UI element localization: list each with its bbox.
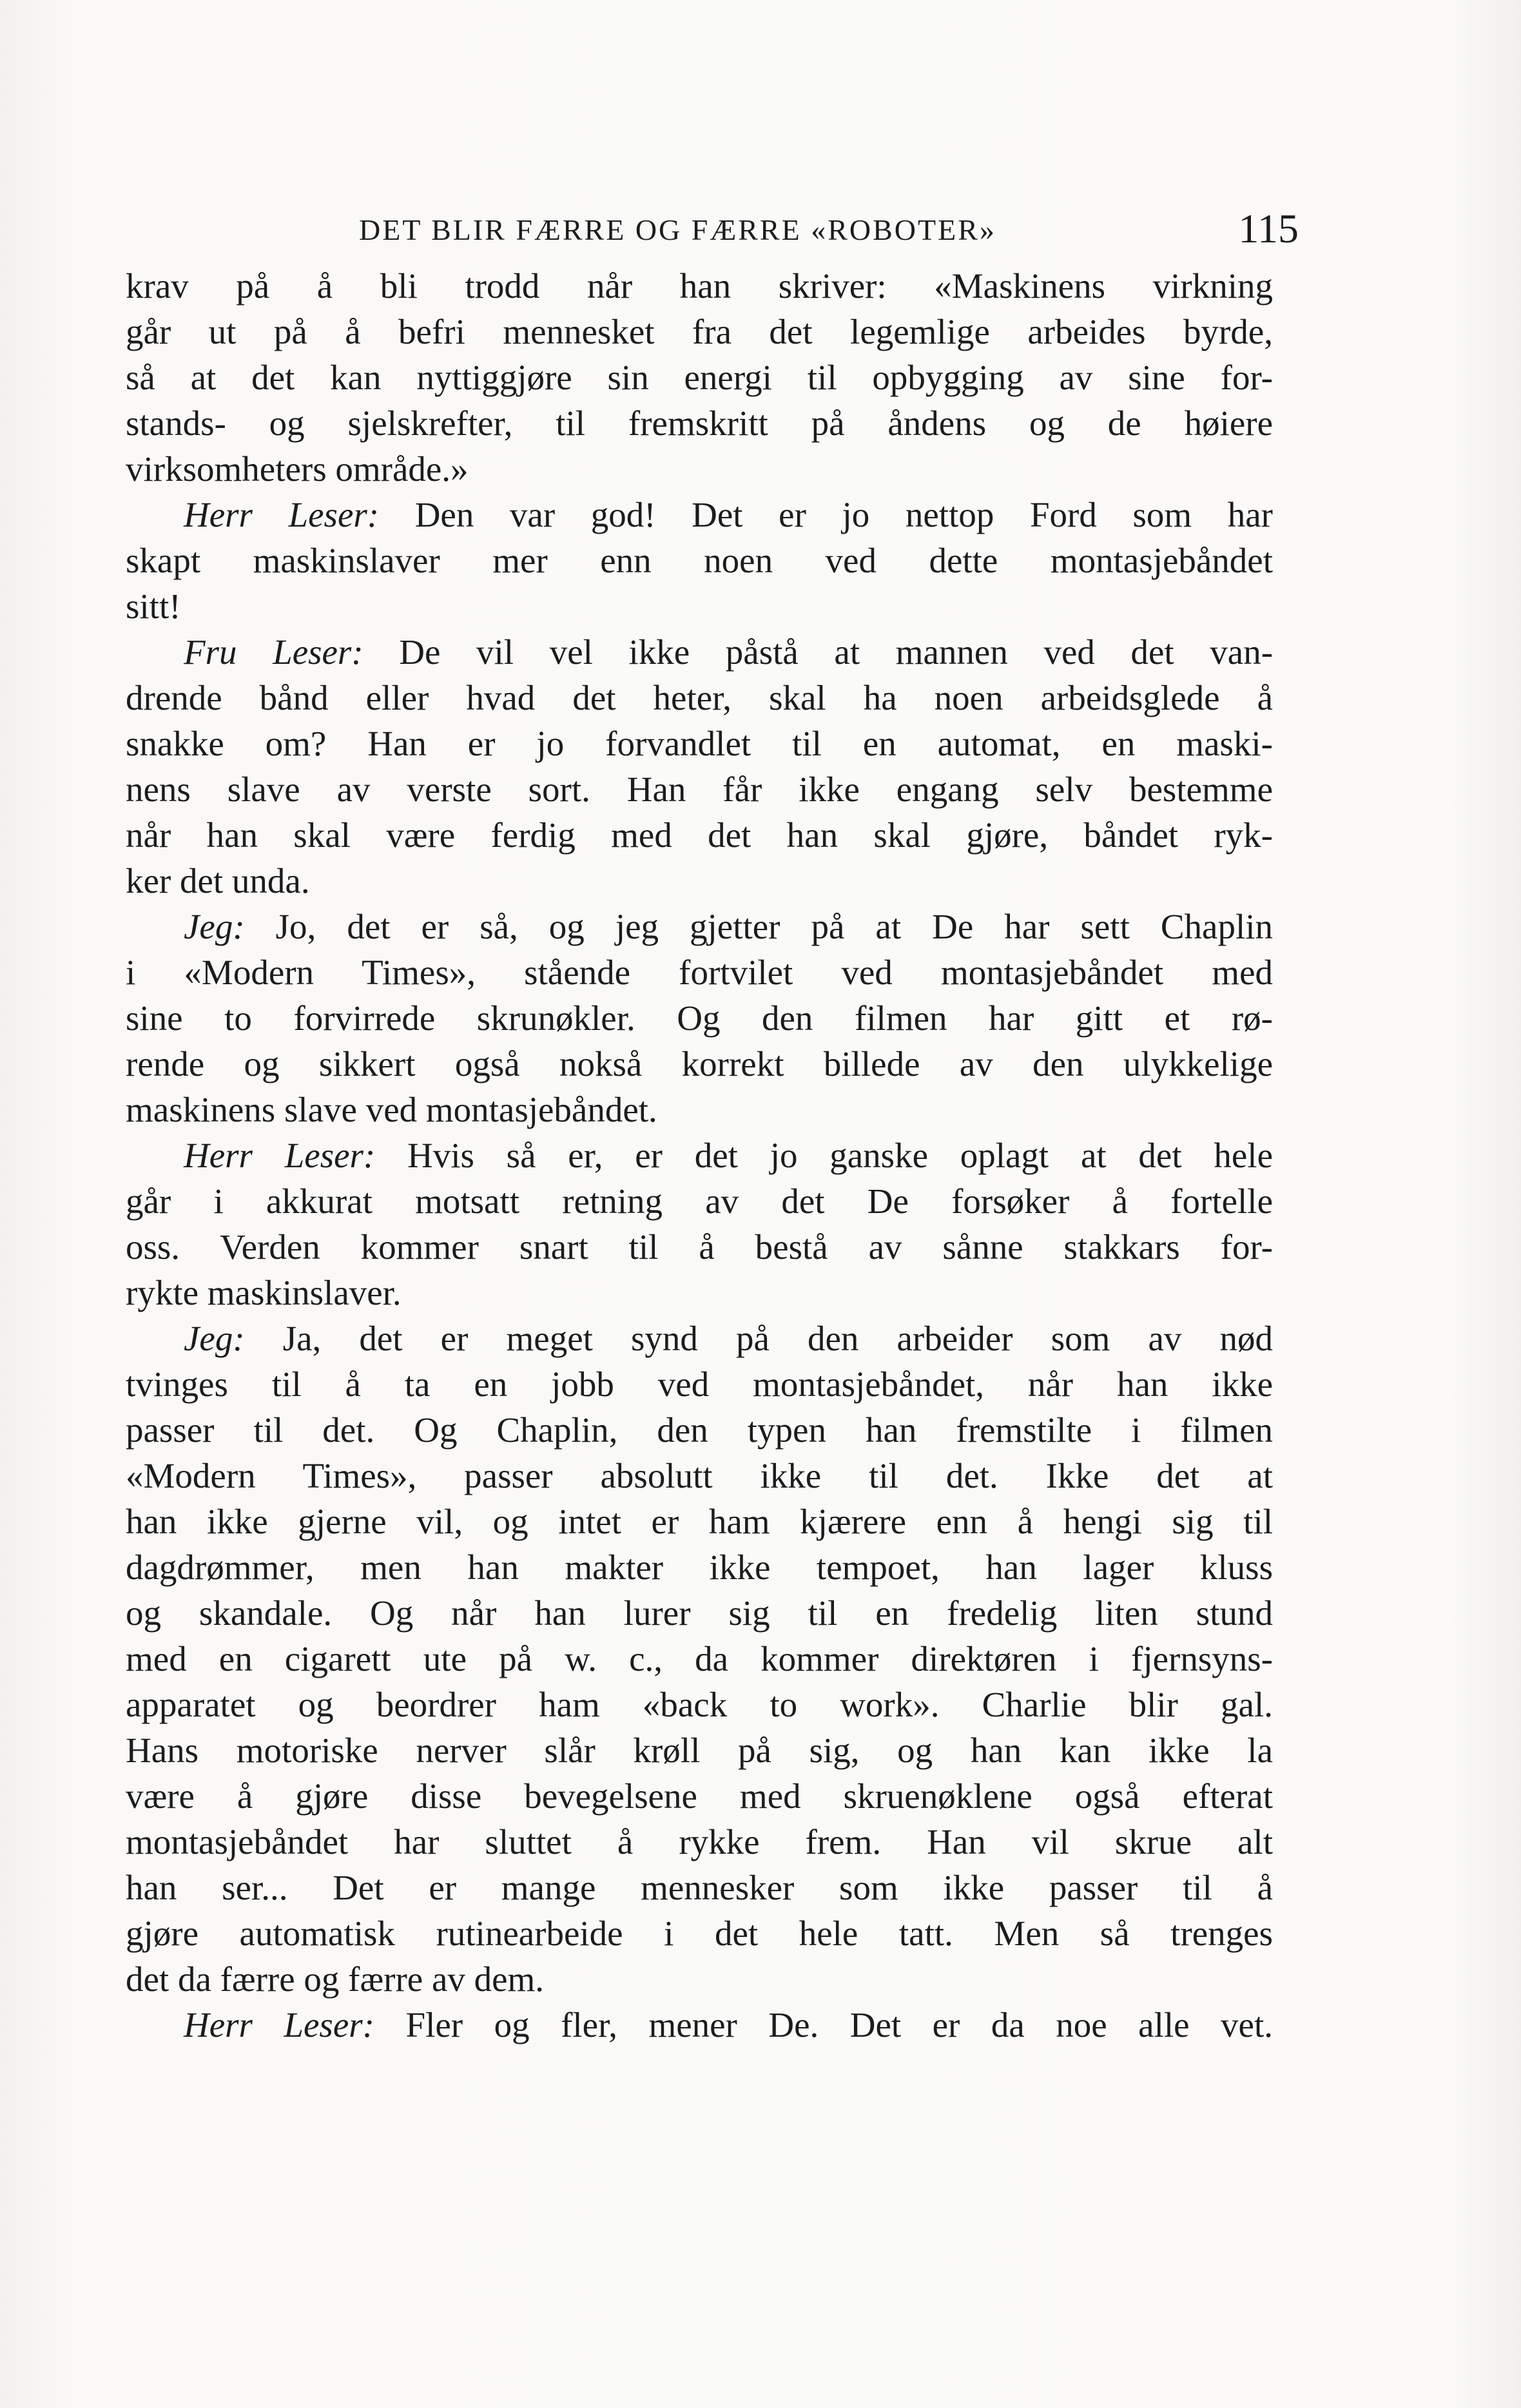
text-line <box>126 400 1273 446</box>
line-text: oss. Verden kommer snart til å bestå av sånne stakkars for- <box>126 1227 1273 1267</box>
text-line <box>126 583 1273 629</box>
line-text: Jo, det er så, og jeg gjetter på at De har sett Chaplin <box>275 907 1274 946</box>
text-line <box>126 309 1273 354</box>
text-line <box>126 263 1273 309</box>
text-line <box>126 1910 1273 1956</box>
text-line <box>126 1590 1273 1636</box>
line-text: apparatet og beordrer ham «back to work». Charlie blir gal. <box>126 1685 1273 1724</box>
line-text: går i akkurat motsatt retning av det De forsøker å fortelle <box>126 1181 1273 1221</box>
speaker-label: Fru Leser: <box>184 632 363 672</box>
line-text: Den var god! Det er jo nettop Ford som har <box>414 495 1273 534</box>
text-line <box>126 721 1273 766</box>
line-text: «Modern Times», passer absolutt ikke til det. Ikke det at <box>126 1456 1273 1495</box>
line-text: sitt! <box>126 587 181 626</box>
line-text: drende bånd eller hvad det heter, skal ha noen arbeidsglede å <box>126 678 1273 717</box>
line-text: ker det unda. <box>126 861 310 900</box>
speaker-label: Herr Leser: <box>184 2005 374 2044</box>
line-text: passer til det. Og Chaplin, den typen han fremstilte i filmen <box>126 1410 1273 1450</box>
line-text: virksomheters område.» <box>126 449 469 489</box>
line-text: Fler og fler, mener De. Det er da noe alle vet. <box>405 2005 1274 2044</box>
text-line <box>126 766 1273 812</box>
text-line <box>126 446 1273 492</box>
text-line <box>126 1499 1273 1544</box>
text-line <box>126 354 1273 400</box>
text-line <box>126 949 1273 995</box>
text-line <box>126 1636 1273 1682</box>
text-line <box>126 1453 1273 1499</box>
line-text: skapt maskinslaver mer enn noen ved dette montasjebåndet <box>126 541 1273 580</box>
dialogue-line <box>126 1132 1273 1178</box>
dialogue-line <box>126 904 1273 949</box>
page-header <box>126 205 1299 257</box>
speaker-label: Herr Leser: <box>184 495 380 534</box>
dialogue-line <box>126 1316 1273 1361</box>
dialogue-line <box>126 629 1273 675</box>
text-line <box>126 1178 1273 1224</box>
speaker-label: Jeg: <box>184 907 245 946</box>
line-text: De vil vel ikke påstå at mannen ved det van- <box>399 632 1274 672</box>
text-line <box>126 995 1273 1041</box>
speaker-label: Herr Leser: <box>184 1136 376 1175</box>
line-text: Ja, det er meget synd på den arbeider som av nød <box>282 1319 1273 1358</box>
text-line <box>126 1224 1273 1270</box>
speaker-label: Jeg: <box>184 1319 245 1358</box>
text-line <box>126 1682 1273 1727</box>
line-text: når han skal være ferdig med det han skal gjøre, båndet ryk- <box>126 815 1273 855</box>
line-text: det da færre og færre av dem. <box>126 1959 545 1999</box>
line-text: rende og sikkert også nokså korrekt billede av den ulykkelige <box>126 1044 1273 1083</box>
body-text <box>126 263 1273 2048</box>
line-text: snakke om? Han er jo forvandlet til en automat, en maski- <box>126 724 1273 763</box>
text-line <box>126 1407 1273 1453</box>
line-text: går ut på å befri mennesket fra det legemlige arbeides byrde, <box>126 312 1273 351</box>
dialogue-line <box>126 2002 1273 2048</box>
line-text: montasjebåndet har sluttet å rykke frem. Han vil skrue alt <box>126 1822 1273 1861</box>
text-line <box>126 1727 1273 1773</box>
text-line <box>126 1956 1273 2002</box>
text-line <box>126 1819 1273 1865</box>
text-line <box>126 1544 1273 1590</box>
text-line <box>126 675 1273 721</box>
line-text: maskinens slave ved montasjebåndet. <box>126 1090 657 1129</box>
dialogue-line <box>126 492 1273 538</box>
line-text: dagdrømmer, men han makter ikke tempoet, han lager kluss <box>126 1548 1273 1587</box>
line-text: stands- og sjelskrefter, til fremskritt på åndens og de høiere <box>126 403 1273 443</box>
text-line <box>126 858 1273 904</box>
line-text: krav på å bli trodd når han skriver: «Maskinens virkning <box>126 266 1273 306</box>
line-text: Hans motoriske nerver slår krøll på sig, og han kan ikke la <box>126 1731 1273 1770</box>
text-line <box>126 538 1273 583</box>
line-text: være å gjøre disse bevegelsene med skruenøklene også efterat <box>126 1776 1273 1816</box>
line-text: nens slave av verste sort. Han får ikke engang selv bestemme <box>126 770 1273 809</box>
running-head: DET BLIR FÆRRE OG FÆRRE «ROBOTER» <box>359 213 996 246</box>
line-text: han ser... Det er mange mennesker som ikke passer til å <box>126 1868 1273 1907</box>
line-text: gjøre automatisk rutinearbeide i det hele tatt. Men så trenges <box>126 1914 1273 1953</box>
line-text: i «Modern Times», stående fortvilet ved montasjebåndet med <box>126 953 1273 992</box>
line-text: sine to forvirrede skrunøkler. Og den filmen har gitt et rø- <box>126 998 1273 1038</box>
line-text: med en cigarett ute på w. c., da kommer direktøren i fjernsyns- <box>126 1639 1273 1678</box>
text-line <box>126 1087 1273 1132</box>
line-text: så at det kan nyttiggjøre sin energi til opbygging av sine for- <box>126 358 1273 397</box>
text-line <box>126 1865 1273 1910</box>
text-line <box>126 1270 1273 1316</box>
text-line <box>126 1041 1273 1087</box>
line-text: og skandale. Og når han lurer sig til en fredelig liten stund <box>126 1593 1273 1633</box>
text-line <box>126 1773 1273 1819</box>
text-line <box>126 812 1273 858</box>
page-number: 115 <box>1238 206 1299 251</box>
line-text: Hvis så er, er det jo ganske oplagt at det hele <box>407 1136 1273 1175</box>
text-line <box>126 1361 1273 1407</box>
line-text: han ikke gjerne vil, og intet er ham kjærere enn å hengi sig til <box>126 1502 1273 1541</box>
line-text: tvinges til å ta en jobb ved montasjebåndet, når han ikke <box>126 1364 1273 1404</box>
line-text: rykte maskinslaver. <box>126 1273 402 1312</box>
